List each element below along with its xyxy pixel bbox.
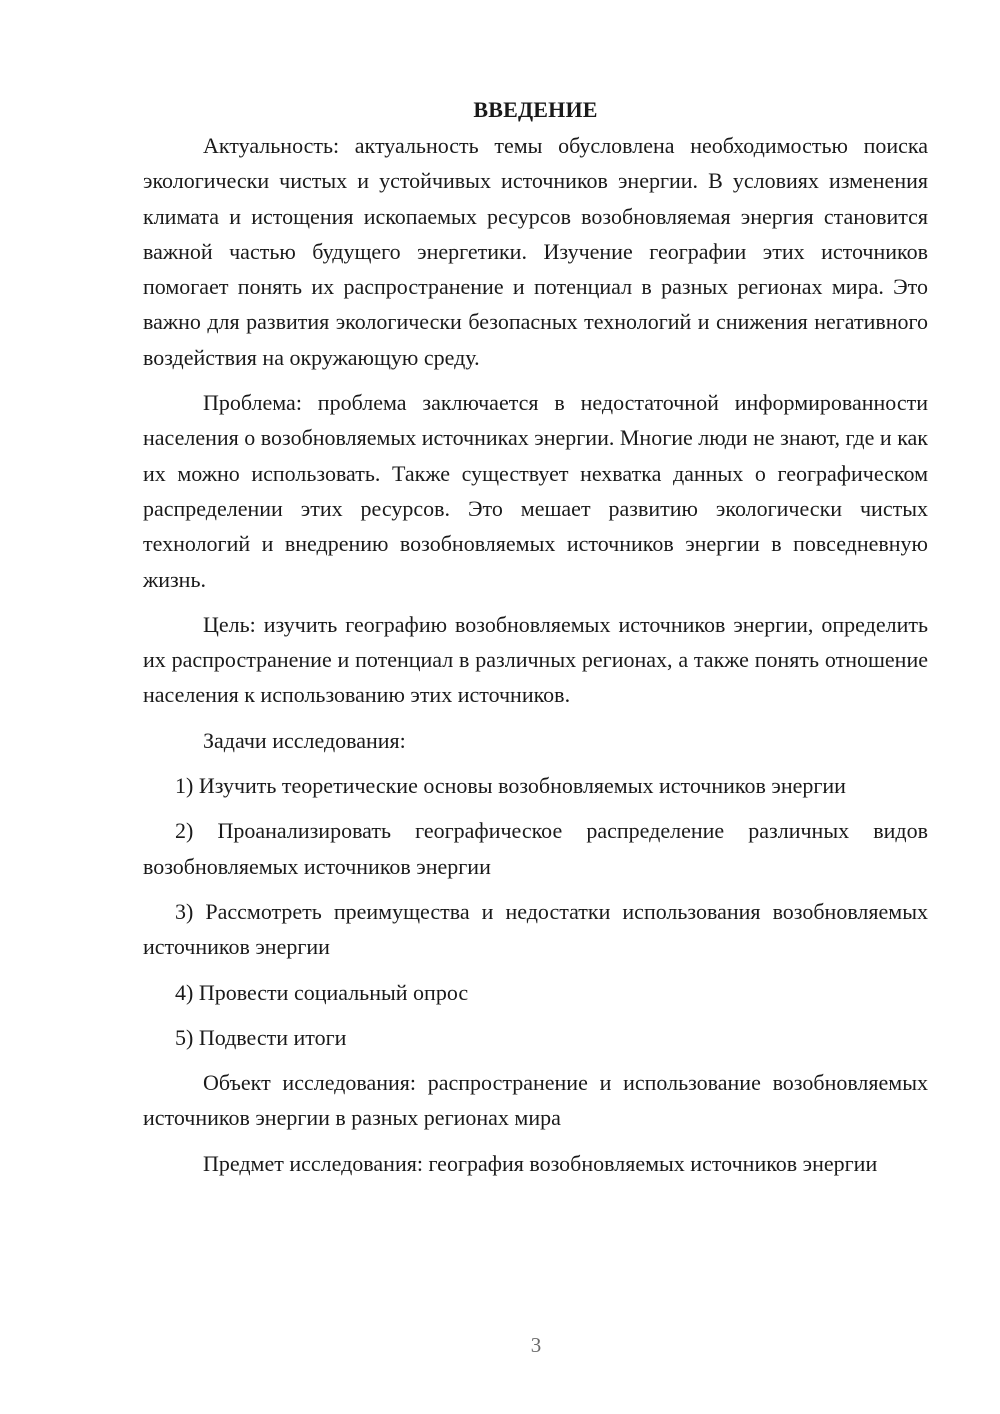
task-item: 3) Рассмотреть преимущества и недостатки использования возобновляемых источников энергии bbox=[143, 898, 928, 960]
task-item: 4) Провести социальный опрос bbox=[175, 979, 469, 1005]
task-item: 1) Изучить теоретические основы возобновляемых источников энергии bbox=[175, 773, 846, 799]
object-paragraph: Объект исследования: распространение и использование возобновляемых источников энергии в разных регионах мира bbox=[143, 1070, 928, 1131]
problem-paragraph: Проблема: проблема заключается в недостаточной информированности населения о возобновляемых источниках энергии. Многие люди не знают, где и как их можно использовать. Также существует нехватка данных о географическом распределении этих ресурсов. Это мешает развитию экологически чистых технологий и внедрению возобновляемых источников энергии в повседневную жизнь. bbox=[143, 390, 928, 592]
page-content bbox=[143, 92, 928, 1191]
task-item: 2) Проанализировать географическое распределение различных видов возобновляемых источников энергии bbox=[143, 818, 928, 879]
subject-paragraph: Предмет исследования: география возобновляемых источников энергии bbox=[203, 1150, 878, 1176]
tasks-title: Задачи исследования: bbox=[203, 727, 406, 753]
page-number: 3 bbox=[530, 1333, 542, 1357]
task-item: 5) Подвести итоги bbox=[175, 1024, 347, 1050]
goal-paragraph: Цель: изучить географию возобновляемых источников энергии, определить их распространение и потенциал в различных регионах, а также понять отношение населения к использованию этих источников. bbox=[143, 611, 928, 708]
section-heading: ВВЕДЕНИЕ bbox=[473, 97, 598, 122]
relevance-paragraph: Актуальность: актуальность темы обусловлена необходимостью поиска экологически чистых и устойчивых источников энергии. В условиях изменения климата и истощения ископаемых ресурсов возобновляемая энергия становится важной частью будущего энергетики. Изучение географии этих источников помогает понять их распространение и потенциал в разных регионах мира. Это важно для развития экологически безопасных технологий и снижения негативного воздействия на окружающую среду. bbox=[143, 133, 928, 370]
